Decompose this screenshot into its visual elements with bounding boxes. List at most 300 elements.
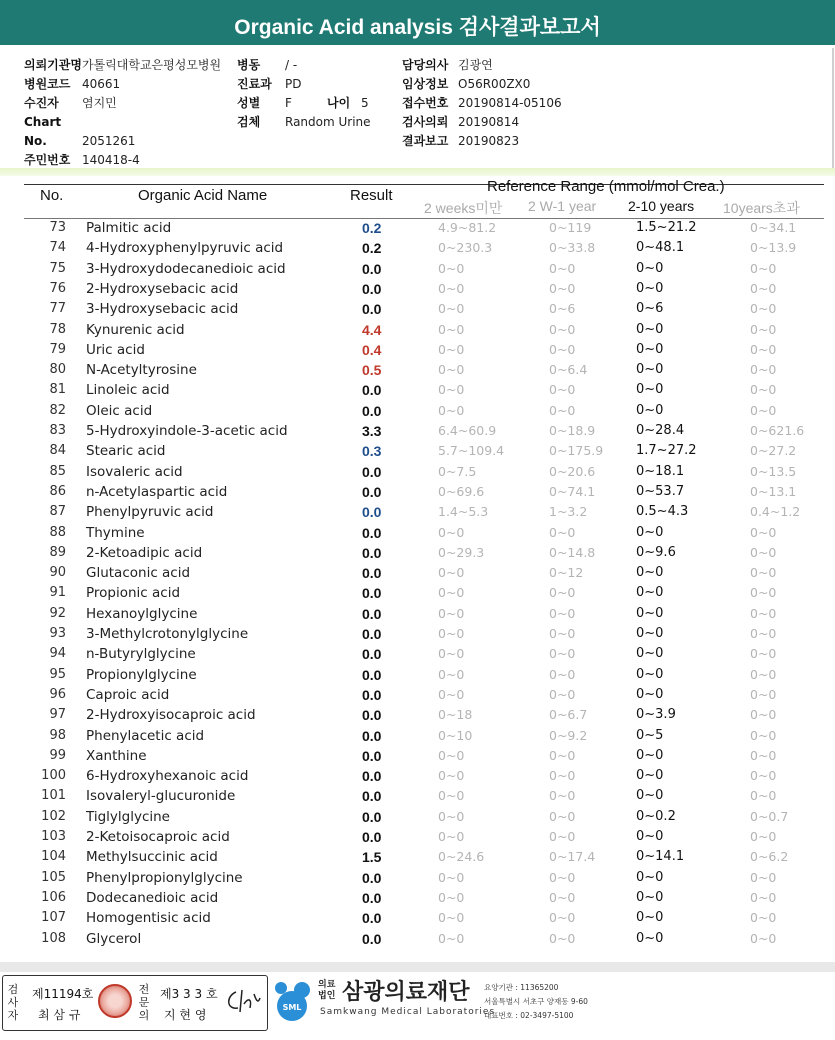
row-range-2w-1y: 0~0 [549,280,576,296]
row-result: 0.0 [362,280,382,297]
row-result: 0.0 [362,524,382,541]
row-range-2w-1y: 0~0 [549,626,576,641]
header-range-4: 10years초과 [723,200,800,216]
row-range-2w-1y: 0~0 [549,260,576,276]
row-no: 80 [49,362,66,378]
row-range-under-2w: 0~0 [438,869,465,885]
row-acid-name: Phenylacetic acid [86,727,205,744]
row-range-2-10y: 0~0 [636,747,664,763]
row-range-2-10y: 0~48.1 [636,240,685,256]
row-range-under-2w: 6.4~60.9 [438,423,497,438]
info-row-sex-age: 성별 F 나이 5 [237,96,369,110]
page-bottom-band [0,962,835,972]
row-range-2w-1y: 0~119 [549,220,592,235]
row-acid-name: Glycerol [86,930,142,947]
row-range-2w-1y: 0~6.4 [549,362,588,378]
row-range-over-10y: 0~0 [750,585,777,601]
table-row [0,525,835,545]
row-range-under-2w: 0~18 [438,707,473,723]
row-acid-name: Thymine [86,524,145,541]
row-no: 91 [49,585,66,601]
row-acid-name: n-Acetylaspartic acid [86,483,228,500]
row-acid-name: Xanthine [86,747,147,764]
org-name: 삼광의료재단 [342,980,470,1005]
row-result: 4.4 [362,321,382,338]
row-no: 103 [41,829,66,844]
row-no: 95 [49,666,66,682]
row-range-over-10y: 0~0 [750,727,777,743]
table-row [0,565,835,585]
row-range-over-10y: 0~0 [750,524,777,540]
row-range-under-2w: 0~0 [438,768,465,784]
table-row [0,261,835,281]
row-range-2-10y: 0~0.2 [636,808,676,824]
info-row-ward: 병동 / - [237,58,298,72]
row-range-over-10y: 0~0 [750,930,777,946]
row-result: 0.0 [362,565,382,582]
row-acid-name: Isovaleric acid [86,463,183,480]
row-acid-name: Isovaleryl-glucuronide [86,788,236,805]
info-row-accession: 접수번호 20190814-05106 [402,96,562,110]
table-row [0,504,835,524]
row-acid-name: Tiglylglycine [86,808,170,825]
row-acid-name: Glutaconic acid [86,565,191,582]
row-range-2w-1y: 0~20.6 [549,463,596,479]
row-acid-name: Uric acid [86,341,145,358]
row-range-2-10y: 0~0 [636,910,664,926]
row-range-2-10y: 0~0 [636,280,664,296]
row-no: 89 [49,544,66,560]
info-row-institution: 의뢰기관명가톨릭대학교은평성모병원 [24,58,222,72]
table-row [0,870,835,890]
row-range-over-10y: 0~27.2 [750,443,797,459]
row-range-over-10y: 0~0 [750,544,777,560]
row-result: 0.0 [362,402,382,419]
header-range-2: 2 W-1 year [528,198,597,214]
row-range-over-10y: 0~0 [750,626,777,641]
row-range-2w-1y: 0~0 [549,585,576,601]
table-row [0,322,835,342]
row-range-over-10y: 0~0 [750,747,777,763]
row-result: 0.5 [362,362,382,379]
table-row [0,220,835,240]
row-acid-name: Hexanoylglycine [86,605,198,622]
row-no: 102 [41,808,66,824]
row-result: 0.0 [362,889,382,906]
row-range-under-2w: 0~0 [438,747,465,763]
specialist-name: 지 현 영 [164,1008,207,1022]
row-acid-name: Homogentisic acid [86,910,211,927]
row-acid-name: 6-Hydroxyhexanoic acid [86,768,249,785]
official-seal-icon [98,984,132,1018]
row-no: 106 [41,889,66,905]
row-range-under-2w: 5.7~109.4 [438,443,505,459]
row-range-under-2w: 0~0 [438,788,465,804]
row-result: 0.0 [362,910,382,927]
row-range-2w-1y: 0~0 [549,910,576,926]
row-range-2-10y: 0~0 [636,788,664,804]
examiner-license: 제11194호 [32,987,94,1001]
row-range-under-2w: 0~0 [438,626,465,641]
row-result: 0.4 [362,341,382,358]
row-acid-name: Stearic acid [86,443,166,460]
row-range-2w-1y: 0~0 [549,808,576,824]
table-row [0,301,835,321]
row-range-under-2w: 0~0 [438,565,465,581]
row-range-under-2w: 0~7.5 [438,463,477,479]
row-range-over-10y: 0~0 [750,301,777,317]
table-row [0,464,835,484]
table-row [0,342,835,362]
row-result: 0.2 [362,220,382,236]
row-acid-name: Linoleic acid [86,382,170,399]
row-result: 0.0 [362,869,382,886]
row-range-over-10y: 0~0 [750,788,777,804]
row-range-over-10y: 0~13.1 [750,483,797,499]
row-range-over-10y: 0~13.5 [750,463,797,479]
row-range-over-10y: 0~0 [750,768,777,784]
row-result: 0.0 [362,747,382,764]
row-range-under-2w: 0~0 [438,341,465,357]
sml-logo-icon [272,978,312,1024]
table-row [0,484,835,504]
row-range-2-10y: 0~28.4 [636,423,685,438]
row-range-over-10y: 0~0 [750,362,777,378]
row-range-under-2w: 0~0 [438,910,465,926]
row-no: 104 [41,849,66,865]
row-range-2-10y: 0~14.1 [636,849,685,865]
row-acid-name: Palmitic acid [86,220,172,236]
row-result: 0.2 [362,240,382,257]
row-acid-name: n-Butyrylglycine [86,646,196,663]
row-no: 78 [49,321,66,337]
row-range-2w-1y: 0~0 [549,666,576,682]
row-result: 0.0 [362,260,382,277]
row-range-2w-1y: 0~0 [549,747,576,763]
row-range-2w-1y: 0~0 [549,402,576,418]
signature-icon [222,986,262,1016]
row-range-2w-1y: 0~6 [549,301,576,317]
row-range-2-10y: 0~6 [636,301,664,317]
row-range-under-2w: 4.9~81.2 [438,220,497,235]
table-row [0,890,835,910]
row-range-under-2w: 0~0 [438,829,465,844]
info-row-clinical: 임상정보 O56R00ZX0 [402,77,531,91]
row-no: 75 [49,260,66,276]
org-code: 요양기관 : 11365200 [484,983,559,992]
header-range-3: 2-10 years [628,198,695,214]
row-range-2w-1y: 0~0 [549,341,576,357]
row-range-2w-1y: 0~33.8 [549,240,596,256]
row-no: 81 [49,382,66,398]
row-acid-name: Propionylglycine [86,666,197,683]
table-row [0,687,835,707]
table-row [0,646,835,666]
row-range-under-2w: 0~0 [438,382,465,398]
row-acid-name: Kynurenic acid [86,321,185,338]
row-acid-name: Oleic acid [86,402,153,419]
info-row-hospital-code: 병원코드 40661 [24,77,121,91]
row-range-over-10y: 0~34.1 [750,220,797,235]
report-title: Organic Acid analysis 검사결과보고서 [234,16,601,39]
row-range-under-2w: 0~29.3 [438,544,485,560]
row-result: 0.0 [362,686,382,703]
row-acid-name: 3-Methylcrotonylglycine [86,626,249,642]
row-range-2w-1y: 0~0 [549,382,576,398]
row-range-2-10y: 0~0 [636,605,664,621]
specialist-license: 제3 3 3 호 [160,987,218,1001]
row-range-over-10y: 0~0 [750,341,777,357]
row-range-2w-1y: 0~0 [549,524,576,540]
table-row [0,362,835,382]
row-range-2-10y: 0~0 [636,686,664,702]
row-result: 0.0 [362,788,382,805]
row-result: 0.0 [362,666,382,683]
row-range-over-10y: 0~0 [750,686,777,702]
row-range-2w-1y: 0~0 [549,889,576,905]
row-no: 73 [49,220,66,235]
info-row-request-date: 검사의뢰 20190814 [402,115,520,129]
table-row [0,423,835,443]
row-range-2-10y: 1.7~27.2 [636,443,697,459]
patient-info-col2 [237,56,397,132]
row-no: 74 [49,240,66,256]
row-result: 0.0 [362,646,382,663]
row-range-2-10y: 0~0 [636,930,664,946]
row-range-2w-1y: 0~6.7 [549,707,588,723]
row-range-2-10y: 0~0 [636,829,664,844]
row-result: 0.0 [362,605,382,622]
row-range-under-2w: 0~10 [438,727,473,743]
row-no: 108 [41,930,66,946]
row-result: 0.0 [362,483,382,500]
row-result: 0.0 [362,544,382,561]
info-row-resident-no: 주민번호 140418-4 [24,153,140,167]
row-range-2-10y: 0.5~4.3 [636,504,689,520]
row-range-2w-1y: 0~0 [549,605,576,621]
table-row [0,849,835,869]
row-acid-name: Caproic acid [86,686,170,703]
table-row [0,606,835,626]
row-acid-name: Propionic acid [86,585,181,602]
row-range-2-10y: 0~0 [636,646,664,662]
org-phone: 대표번호 : 02-3497-5100 [484,1011,574,1020]
row-range-2w-1y: 0~9.2 [549,727,588,743]
row-range-2-10y: 0~0 [636,524,664,540]
table-row [0,748,835,768]
row-acid-name: Methylsuccinic acid [86,849,218,866]
row-range-under-2w: 0~0 [438,666,465,682]
table-row [0,443,835,463]
row-range-under-2w: 0~0 [438,260,465,276]
row-range-over-10y: 0~0.7 [750,808,789,824]
row-no: 100 [41,768,66,784]
row-result: 3.3 [362,423,382,439]
row-range-under-2w: 0~24.6 [438,849,485,865]
row-range-under-2w: 0~0 [438,808,465,824]
table-row [0,667,835,687]
row-range-over-10y: 0~621.6 [750,423,805,438]
row-range-2-10y: 0~5 [636,727,664,743]
section-divider [0,168,835,176]
row-range-under-2w: 0~0 [438,524,465,540]
row-acid-name: 5-Hydroxyindole-3-acetic acid [86,423,288,439]
row-no: 97 [49,707,66,723]
row-range-under-2w: 0~0 [438,686,465,702]
row-result: 0.0 [362,707,382,724]
row-range-2w-1y: 0~17.4 [549,849,596,865]
org-prefix: 의료법인 [318,980,336,1001]
sml-logo-text: SML [282,1003,302,1012]
row-no: 82 [49,402,66,418]
row-no: 105 [41,869,66,885]
examiner-name: 최 삼 규 [38,1008,81,1022]
row-no: 90 [49,565,66,581]
header-no: No. [40,187,64,204]
header-reference: Reference Range (mmol/mol Crea.) [487,178,725,195]
table-row [0,728,835,748]
table-row [0,240,835,260]
report-title-banner [0,0,835,48]
row-no: 79 [49,341,66,357]
row-range-2-10y: 0~0 [636,565,664,581]
row-result: 0.0 [362,829,382,845]
row-range-over-10y: 0~6.2 [750,849,789,865]
info-row-dept: 진료과 PD [237,77,302,91]
row-result: 0.0 [362,930,382,947]
row-acid-name: 2-Hydroxysebacic acid [86,280,239,297]
row-range-2-10y: 0~0 [636,869,664,885]
header-name: Organic Acid Name [138,187,268,204]
row-range-over-10y: 0~0 [750,889,777,905]
row-acid-name: 3-Hydroxydodecanedioic acid [86,260,286,277]
row-range-over-10y: 0~0 [750,260,777,276]
row-range-2-10y: 0~3.9 [636,707,676,723]
row-acid-name: N-Acetyltyrosine [86,362,197,379]
row-range-over-10y: 0~0 [750,869,777,885]
table-row [0,788,835,808]
row-range-2-10y: 0~0 [636,768,664,784]
table-row [0,829,835,849]
table-row [0,382,835,402]
row-acid-name: Dodecanedioic acid [86,889,219,906]
row-no: 93 [49,626,66,641]
patient-info-col3 [402,56,662,151]
row-range-2w-1y: 0~12 [549,565,584,581]
row-range-under-2w: 0~0 [438,930,465,946]
row-result: 0.0 [362,808,382,825]
row-range-2w-1y: 0~0 [549,646,576,662]
info-row-chart-no: Chart No. 2051261 [24,115,136,148]
row-range-2-10y: 0~9.6 [636,544,676,560]
row-range-over-10y: 0~0 [750,321,777,337]
row-range-2w-1y: 0~0 [549,321,576,337]
table-row [0,707,835,727]
row-range-over-10y: 0~13.9 [750,240,797,256]
row-no: 99 [49,747,66,763]
row-range-over-10y: 0~0 [750,666,777,682]
row-result: 0.0 [362,585,382,602]
row-range-over-10y: 0~0 [750,707,777,723]
row-range-under-2w: 0~0 [438,402,465,418]
row-range-2w-1y: 0~74.1 [549,483,596,499]
row-range-2w-1y: 1~3.2 [549,504,588,520]
row-range-under-2w: 0~69.6 [438,483,485,499]
info-row-patient: 수진자 염지민 [24,96,117,110]
row-range-2-10y: 0~0 [636,260,664,276]
row-range-over-10y: 0~0 [750,910,777,926]
row-range-under-2w: 0~0 [438,280,465,296]
table-row [0,585,835,605]
row-result: 1.5 [362,849,382,866]
table-row [0,809,835,829]
table-row [0,545,835,565]
row-result: 0.0 [362,504,382,521]
row-acid-name: Phenylpropionylglycine [86,869,243,886]
row-range-2-10y: 0~0 [636,382,664,398]
right-border-rule [832,48,834,168]
row-range-over-10y: 0~0 [750,382,777,398]
row-result: 0.0 [362,626,382,642]
row-no: 76 [49,280,66,296]
row-range-under-2w: 0~0 [438,321,465,337]
row-range-under-2w: 0~0 [438,301,465,317]
row-range-under-2w: 1.4~5.3 [438,504,489,520]
row-no: 87 [49,504,66,520]
row-range-2w-1y: 0~175.9 [549,443,604,459]
row-no: 96 [49,686,66,702]
row-no: 77 [49,301,66,317]
row-range-under-2w: 0~0 [438,605,465,621]
row-range-over-10y: 0.4~1.2 [750,504,801,520]
info-row-specimen: 검체 Random Urine [237,115,371,129]
table-row [0,910,835,930]
row-range-2-10y: 0~0 [636,321,664,337]
row-range-2w-1y: 0~0 [549,869,576,885]
row-acid-name: 2-Ketoadipic acid [86,544,203,561]
row-range-2-10y: 0~18.1 [636,463,685,479]
row-range-under-2w: 0~0 [438,646,465,662]
table-row [0,626,835,646]
row-range-2-10y: 0~53.7 [636,483,685,499]
row-acid-name: Phenylpyruvic acid [86,504,214,521]
info-row-doctor: 담당의사 김광연 [402,58,493,72]
row-range-2w-1y: 0~14.8 [549,544,596,560]
row-result: 0.3 [362,443,382,460]
table-header-rule [24,218,824,219]
row-range-over-10y: 0~0 [750,829,777,844]
row-range-over-10y: 0~0 [750,605,777,621]
row-range-under-2w: 0~0 [438,362,465,378]
row-no: 92 [49,605,66,621]
row-range-under-2w: 0~0 [438,585,465,601]
row-acid-name: 2-Hydroxyisocaproic acid [86,707,256,724]
row-range-2w-1y: 0~18.9 [549,423,596,438]
row-no: 86 [49,483,66,499]
row-acid-name: 3-Hydroxysebacic acid [86,301,239,318]
row-result: 0.0 [362,301,382,318]
row-range-2-10y: 0~0 [636,402,664,418]
row-range-over-10y: 0~0 [750,402,777,418]
header-range-1: 2 weeks미만 [424,200,503,216]
row-result: 0.0 [362,727,382,744]
row-result: 0.0 [362,463,382,480]
row-range-2-10y: 0~0 [636,889,664,905]
row-range-2-10y: 0~0 [636,626,664,641]
row-no: 84 [49,443,66,459]
row-no: 98 [49,727,66,743]
row-range-under-2w: 0~230.3 [438,240,493,256]
